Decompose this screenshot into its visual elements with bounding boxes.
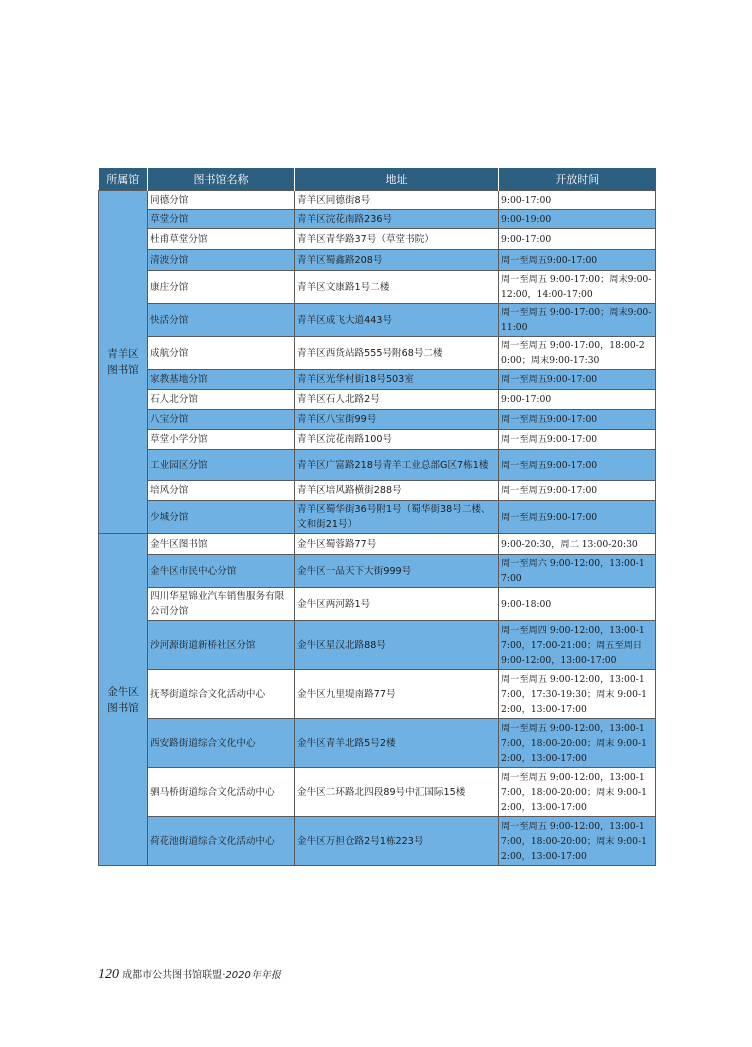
- table-row: [99, 719, 656, 768]
- address-cell: 金牛区九里堤南路77号: [295, 670, 499, 719]
- library-name-cell: 抚琴街道综合文化活动中心: [148, 670, 295, 719]
- library-name-cell: 工业园区分馆: [148, 450, 295, 481]
- header-address: 地址: [295, 168, 499, 191]
- address-cell: 金牛区一品天下大街999号: [295, 555, 499, 588]
- address-cell: 青羊区蜀鑫路208号: [295, 250, 499, 271]
- library-name-cell: 驷马桥街道综合文化活动中心: [148, 768, 295, 817]
- opening-hours-cell: 周一至周五9:00-17:00: [499, 410, 656, 430]
- opening-hours-cell: 9:00-20:30，周二 13:00-20:30: [499, 534, 656, 555]
- address-cell: 金牛区二环路北四段89号中汇国际15楼: [295, 768, 499, 817]
- address-cell: 金牛区两河路1号: [295, 588, 499, 621]
- opening-hours-cell: 9:00-18:00: [499, 588, 656, 621]
- opening-hours-cell: 周一至周五 9:00-12:00，13:00-17:00，18:00-20:00；周末 9:00-12:00，13:00-17:00: [499, 768, 656, 817]
- table-row: [99, 370, 656, 390]
- opening-hours-cell: 9:00-19:00: [499, 210, 656, 229]
- address-cell: 青羊区八宝街99号: [295, 410, 499, 430]
- table-header-row: [99, 168, 656, 191]
- address-cell: 青羊区青华路37号（草堂书院）: [295, 229, 499, 250]
- address-cell: 青羊区文康路1号二楼: [295, 271, 499, 304]
- library-name-cell: 四川华星锦业汽车销售服务有限公司分馆: [148, 588, 295, 621]
- opening-hours-cell: 周一至周五 9:00-17:00；周末9:00-12:00，14:00-17:00: [499, 271, 656, 304]
- library-name-cell: 快活分馆: [148, 304, 295, 337]
- table-row: [99, 555, 656, 588]
- library-name-cell: 同德分馆: [148, 191, 295, 210]
- address-cell: 青羊区浣花南路100号: [295, 430, 499, 450]
- table-row: [99, 534, 656, 555]
- library-name-cell: 草堂分馆: [148, 210, 295, 229]
- footer-title: 成都市公共图书馆联盟: [122, 970, 223, 981]
- address-cell: 青羊区浣花南路236号: [295, 210, 499, 229]
- address-cell: 青羊区培风路横街288号: [295, 481, 499, 501]
- library-name-cell: 沙河源街道新桥社区分馆: [148, 621, 295, 670]
- library-name-cell: 杜甫草堂分馆: [148, 229, 295, 250]
- table-row: [99, 210, 656, 229]
- table-row: [99, 271, 656, 304]
- library-name-cell: 荷花池街道综合文化活动中心: [148, 817, 295, 866]
- address-cell: 青羊区西货站路555号附68号二楼: [295, 337, 499, 370]
- library-name-cell: 八宝分馆: [148, 410, 295, 430]
- library-table: [98, 168, 656, 866]
- table-row: [99, 670, 656, 719]
- address-cell: 金牛区星汉北路88号: [295, 621, 499, 670]
- table-row: [99, 588, 656, 621]
- opening-hours-cell: 周一至周五9:00-17:00: [499, 450, 656, 481]
- address-cell: 青羊区成飞大道443号: [295, 304, 499, 337]
- table-row: [99, 430, 656, 450]
- opening-hours-cell: 周一至周五9:00-17:00: [499, 370, 656, 390]
- opening-hours-cell: 周一至周五 9:00-12:00，13:00-17:00，18:00-20:00；周末 9:00-12:00，13:00-17:00: [499, 817, 656, 866]
- opening-hours-cell: 9:00-17:00: [499, 390, 656, 410]
- opening-hours-cell: 周一至周四 9:00-12:00，13:00-17:00，17:00-21:00；周五至周日 9:00-12:00，13:00-17:00: [499, 621, 656, 670]
- address-cell: 青羊区石人北路2号: [295, 390, 499, 410]
- district-cell: 青羊区 图书馆: [99, 191, 148, 534]
- library-name-cell: 培风分馆: [148, 481, 295, 501]
- table-row: [99, 304, 656, 337]
- table-row: [99, 410, 656, 430]
- opening-hours-cell: 周一至周六 9:00-12:00，13:00-17:00: [499, 555, 656, 588]
- library-name-cell: 清波分馆: [148, 250, 295, 271]
- address-cell: 青羊区光华村街18号503室: [295, 370, 499, 390]
- table-row: [99, 501, 656, 534]
- library-name-cell: 金牛区图书馆: [148, 534, 295, 555]
- table-row: [99, 250, 656, 271]
- address-cell: 金牛区万担仓路2号1栋223号: [295, 817, 499, 866]
- library-name-cell: 康庄分馆: [148, 271, 295, 304]
- library-name-cell: 少城分馆: [148, 501, 295, 534]
- opening-hours-cell: 周一至周五 9:00-17:00；周末9:00-11:00: [499, 304, 656, 337]
- table-row: [99, 817, 656, 866]
- table-row: [99, 621, 656, 670]
- page-footer: [98, 966, 281, 983]
- opening-hours-cell: 周一至周五 9:00-17:00，18:00-20:00；周末9:00-17:30: [499, 337, 656, 370]
- header-library-name: 图书馆名称: [148, 168, 295, 191]
- library-name-cell: 成航分馆: [148, 337, 295, 370]
- address-cell: 青羊区同德街8号: [295, 191, 499, 210]
- header-district: 所属馆: [99, 168, 148, 191]
- opening-hours-cell: 周一至周五9:00-17:00: [499, 250, 656, 271]
- table-row: [99, 337, 656, 370]
- table-row: [99, 768, 656, 817]
- opening-hours-cell: 周一至周五 9:00-12:00，13:00-17:00，18:00-20:00；周末 9:00-12:00，13:00-17:00: [499, 719, 656, 768]
- address-cell: 金牛区青羊北路5号2楼: [295, 719, 499, 768]
- footer-separator: ·: [222, 970, 226, 981]
- address-cell: 金牛区蜀蓉路77号: [295, 534, 499, 555]
- opening-hours-cell: 周一至周五9:00-17:00: [499, 430, 656, 450]
- table-row: [99, 450, 656, 481]
- library-name-cell: 草堂小学分馆: [148, 430, 295, 450]
- table-row: [99, 390, 656, 410]
- opening-hours-cell: 9:00-17:00: [499, 229, 656, 250]
- opening-hours-cell: 周一至周五9:00-17:00: [499, 481, 656, 501]
- opening-hours-cell: 周一至周五9:00-17:00: [499, 501, 656, 534]
- header-opening-hours: 开放时间: [499, 168, 656, 191]
- library-name-cell: 石人北分馆: [148, 390, 295, 410]
- library-name-cell: 家教基地分馆: [148, 370, 295, 390]
- opening-hours-cell: 周一至周五 9:00-12:00，13:00-17:00，17:30-19:30；周末 9:00-12:00，13:00-17:00: [499, 670, 656, 719]
- opening-hours-cell: 9:00-17:00: [499, 191, 656, 210]
- address-cell: 青羊区广富路218号青羊工业总部G区7栋1楼: [295, 450, 499, 481]
- address-cell: 青羊区蜀华街36号附1号（蜀华街38号二楼、文和街21号）: [295, 501, 499, 534]
- table-row: [99, 191, 656, 210]
- table-row: [99, 481, 656, 501]
- district-cell: 金牛区 图书馆: [99, 534, 148, 866]
- footer-year: 2020年年报: [225, 970, 281, 981]
- library-name-cell: 西安路街道综合文化中心: [148, 719, 295, 768]
- table-row: [99, 229, 656, 250]
- library-name-cell: 金牛区市民中心分馆: [148, 555, 295, 588]
- page-number: 120: [98, 967, 119, 982]
